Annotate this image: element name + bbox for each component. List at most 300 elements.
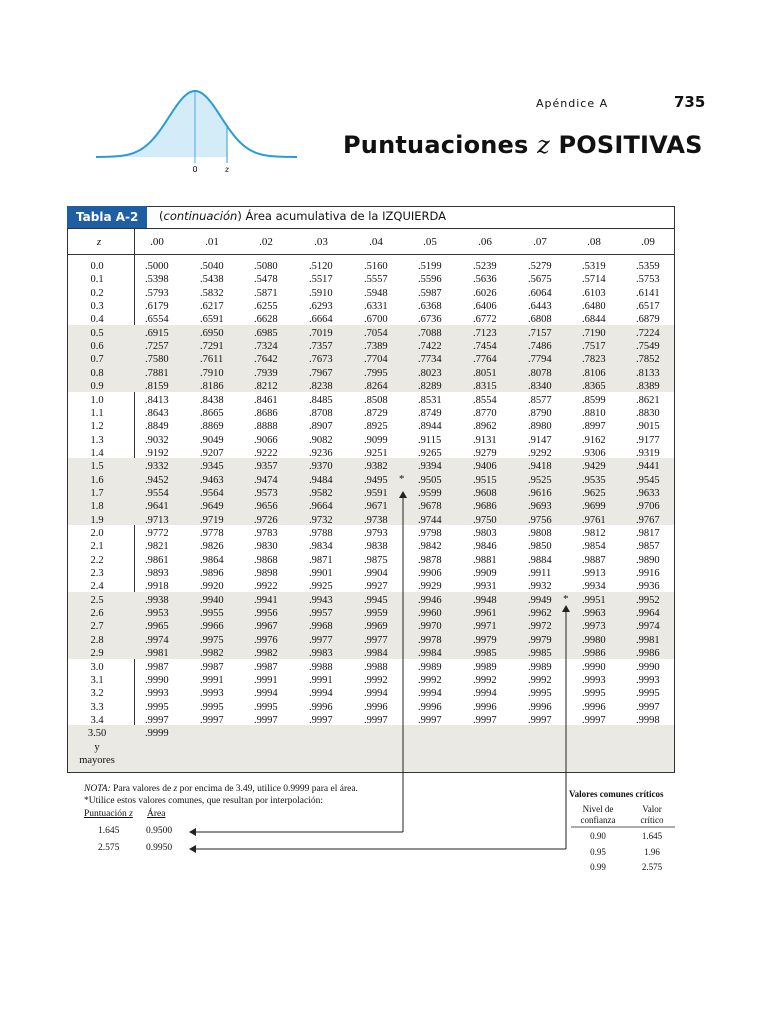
table-cell: .9251 [364, 447, 388, 459]
table-cell: .8849 [145, 421, 169, 433]
row-z-2.6: 2.6 [90, 608, 104, 620]
table-cell: .9967 [254, 621, 278, 633]
table-cell: .9973 [582, 621, 606, 633]
row-z-1.7: 1.7 [90, 487, 104, 499]
table-cell: .9554 [145, 487, 169, 499]
crit-1645: 1.645 [641, 831, 663, 841]
table-cell: .9901 [309, 568, 333, 580]
table-cell: .8106 [582, 367, 606, 379]
table-cell: .7123 [473, 327, 497, 339]
row-z-0.5: 0.5 [90, 327, 104, 339]
table-cell: .9978 [418, 634, 442, 646]
column-header-3: .03 [314, 236, 328, 248]
table-cell: .9726 [254, 514, 278, 526]
table-cell: .9918 [145, 581, 169, 593]
table-cell: .9505 [418, 474, 442, 486]
table-cell: .9778 [200, 528, 224, 539]
table-cell: .9962 [528, 608, 552, 620]
table-cell: .9996 [528, 701, 552, 713]
table-cell: .9974 [636, 621, 660, 633]
table-cell: .9974 [145, 634, 169, 646]
table-cell: .9887 [582, 554, 606, 566]
table-cell: .6628 [254, 314, 278, 326]
table-cell: .9911 [528, 568, 552, 580]
table-cell: .9147 [528, 434, 552, 446]
table-cell: .9906 [418, 568, 442, 580]
table-cell: .8686 [254, 407, 278, 419]
table-cell: .5948 [364, 287, 388, 299]
last-row-extra-1: mayores [79, 754, 115, 766]
table-cell: .5517 [309, 274, 333, 286]
table-cell: .9995 [582, 688, 606, 700]
column-header-9: .09 [641, 236, 655, 248]
table-cell: .8790 [528, 407, 552, 419]
row-z-0.8: 0.8 [90, 367, 104, 379]
area-header: Área [147, 809, 166, 819]
table-cell: .9993 [145, 688, 169, 700]
table-cell: .6179 [145, 301, 169, 313]
table-cell: .9015 [636, 421, 660, 433]
table-cell: .9996 [582, 701, 606, 713]
table-cell: .7019 [309, 327, 333, 339]
row-z-2.5: 2.5 [90, 594, 104, 606]
table-cell: .9975 [200, 634, 224, 646]
table-cell: .7324 [254, 341, 278, 353]
table-cell: .9564 [200, 487, 224, 499]
table-cell: .9441 [636, 461, 660, 473]
nota-z: z [173, 784, 178, 794]
table-cell: .9994 [254, 688, 278, 700]
caption-paren-open: ( [159, 209, 164, 223]
table-cell: .9463 [200, 474, 224, 486]
table-cell: .8365 [582, 381, 606, 393]
table-cell: .9756 [528, 514, 552, 526]
table-cell: .9418 [528, 461, 552, 473]
table-cell: .8212 [254, 381, 278, 393]
table-cell: .9991 [254, 674, 278, 686]
table-cell: .9955 [200, 608, 224, 620]
table-cell: .9989 [528, 661, 552, 673]
table-cell: .7054 [364, 327, 388, 339]
table-cell: .9625 [582, 487, 606, 499]
table-cell: .7389 [364, 341, 388, 353]
table-cell: .9871 [309, 554, 333, 566]
table-cell: .9821 [145, 541, 169, 553]
row-z-1.1: 1.1 [90, 407, 104, 419]
nota-label: NOTA: [84, 784, 111, 794]
table-cell: .9929 [418, 581, 442, 593]
table-cell: .9525 [528, 474, 552, 486]
table-cell: .5359 [636, 261, 660, 272]
table-cell: .9850 [528, 541, 552, 553]
table-cell: .6915 [145, 327, 169, 339]
curve-z-label: z [224, 165, 230, 174]
table-cell: .8749 [418, 407, 442, 419]
table-cell: .9979 [528, 634, 552, 646]
table-cell: .9913 [582, 568, 606, 580]
table-cell: .9977 [364, 634, 388, 646]
table-cell: .8023 [418, 367, 442, 379]
table-cell: .9970 [418, 621, 442, 633]
table-cell: .8186 [200, 381, 224, 393]
table-cell: .6331 [364, 301, 388, 313]
row-z-2.8: 2.8 [90, 634, 104, 646]
row-z-1.5: 1.5 [90, 461, 104, 473]
table-cell: .9949 [528, 594, 552, 606]
table-cell: .9987 [254, 661, 278, 673]
table-cell: .8133 [636, 367, 660, 379]
table-cell: .7224 [636, 327, 660, 339]
table-cell: .9996 [418, 701, 442, 713]
table-cell: .6985 [254, 327, 278, 339]
table-cell: .9986 [636, 648, 660, 660]
table-cell: .9985 [528, 648, 552, 660]
table-cell: .9032 [145, 434, 169, 446]
table-cell: .9995 [200, 701, 224, 713]
table-cell: .7939 [254, 367, 278, 379]
table-cell: .8869 [200, 421, 224, 433]
table-cell: .9370 [309, 461, 333, 473]
table-cell: .9319 [636, 447, 660, 459]
table-cell: .9890 [636, 554, 660, 566]
table-cell: .9750 [473, 514, 497, 526]
table-cell: .8413 [145, 394, 169, 406]
table-cell: .9940 [200, 594, 224, 606]
table-cell: .9994 [473, 688, 497, 700]
table-cell: .8888 [254, 421, 278, 433]
table-cell: .5319 [582, 261, 606, 272]
table-cell: .9656 [254, 501, 278, 513]
table-cell: .9997 [364, 714, 388, 726]
last-row-extra-0: y [94, 741, 100, 753]
column-header-2: .02 [259, 236, 273, 248]
table-cell: .5714 [582, 274, 606, 286]
table-cell: .9783 [254, 528, 278, 539]
table-cell: .9951 [582, 594, 606, 606]
table-cell: .6772 [473, 314, 497, 326]
table-cell: .9878 [418, 554, 442, 566]
table-cell: .9925 [309, 581, 333, 593]
table-cell: .9985 [473, 648, 497, 660]
column-header-7: .07 [533, 236, 547, 248]
row-z-0.2: 0.2 [90, 287, 104, 299]
table-cell: .9678 [418, 501, 442, 513]
table-cell: .9591 [364, 487, 388, 499]
table-cell: .9980 [582, 634, 606, 646]
table-cell: .7454 [473, 341, 497, 353]
table-cell: .5636 [473, 274, 497, 286]
table-cell: .9830 [254, 541, 278, 553]
table-cell: .9996 [309, 701, 333, 713]
table-cell: .9999 [145, 728, 169, 740]
table-cell: .6103 [582, 287, 606, 299]
row-z-3.0: 3.0 [90, 661, 104, 673]
table-cell: .8485 [309, 394, 333, 406]
table-cell: .9977 [309, 634, 333, 646]
table-cell: .9864 [200, 554, 224, 566]
table-cell: .9545 [636, 474, 660, 486]
table-cell: .7422 [418, 341, 442, 353]
table-cell: .9953 [145, 608, 169, 620]
title-prefix: Puntuaciones [343, 131, 538, 159]
table-cell: .9952 [636, 594, 660, 606]
table-cell: .9875 [364, 554, 388, 566]
confidence-header-1: Nivel de [582, 804, 614, 814]
column-header-6: .06 [478, 236, 492, 248]
table-cell: .5040 [200, 261, 224, 272]
table-cell: .8830 [636, 407, 660, 419]
table-cell: .9671 [364, 501, 388, 513]
table-cell: .9968 [309, 621, 333, 633]
table-cell: .6217 [200, 301, 224, 313]
row-z-3.1: 3.1 [90, 674, 104, 686]
table-cell: .7357 [309, 341, 333, 353]
table-cell: .9582 [309, 487, 333, 499]
table-cell: .9981 [145, 648, 169, 660]
table-cell: .9993 [636, 674, 660, 686]
table-cell: .9484 [309, 474, 333, 486]
table-cell: .9641 [145, 501, 169, 513]
column-header-0: .00 [150, 236, 164, 248]
pair-area-2: 0.9950 [146, 843, 173, 853]
table-cell: .7764 [473, 354, 497, 366]
table-cell: .9961 [473, 608, 497, 620]
table-cell: .5279 [528, 261, 552, 272]
table-cell: .9817 [636, 528, 660, 539]
critical-header-1: Valor [642, 804, 662, 814]
table-cell: .9898 [254, 568, 278, 580]
column-header-8: .08 [587, 236, 601, 248]
table-cell: .9131 [473, 434, 497, 446]
table-cell: .9838 [364, 541, 388, 553]
table-cell: .9984 [418, 648, 442, 660]
table-cell: .9916 [636, 568, 660, 580]
table-cell: .5910 [309, 287, 333, 299]
table-cell: .9997 [200, 714, 224, 726]
table-cell: .9904 [364, 568, 388, 580]
table-cell: .8531 [418, 394, 442, 406]
table-cell: .9995 [528, 688, 552, 700]
table-cell: .9988 [309, 661, 333, 673]
nota-text-2: por encima de 3.49, utilice 0.9999 para el área. [177, 784, 358, 794]
table-cell: .9995 [254, 701, 278, 713]
table-cell: .6591 [200, 314, 224, 326]
table-cell: .9608 [473, 487, 497, 499]
table-cell: .9957 [309, 608, 333, 620]
table-cell: .5199 [418, 261, 442, 272]
row-z-3.2: 3.2 [90, 688, 104, 700]
table-cell: .9049 [200, 434, 224, 446]
table-cell: .8577 [528, 394, 552, 406]
table-cell: .8554 [473, 394, 497, 406]
table-cell: .9573 [254, 487, 278, 499]
table-cell: .9983 [309, 648, 333, 660]
table-cell: .9997 [636, 701, 660, 713]
table-cell: .6064 [528, 287, 552, 299]
table-cell: .9772 [145, 528, 169, 539]
table-cell: .9222 [254, 447, 278, 459]
table-cell: .9976 [254, 634, 278, 646]
column-header-5: .05 [423, 236, 437, 248]
table-cell: .9719 [200, 514, 224, 526]
table-cell: .9808 [528, 528, 552, 539]
table-cell: .9881 [473, 554, 497, 566]
conf-090: 0.90 [590, 831, 606, 841]
table-cell: .9994 [418, 688, 442, 700]
table-cell: .7611 [200, 354, 224, 366]
table-cell: .9452 [145, 474, 169, 486]
table-cell: .9998 [636, 714, 660, 726]
table-cell: .9236 [309, 447, 333, 459]
table-cell: .9991 [200, 674, 224, 686]
table-cell: .9798 [418, 528, 442, 539]
table-cell: .9938 [145, 594, 169, 606]
table-cell: .9989 [473, 661, 497, 673]
confidence-header-2: confianza [580, 815, 616, 825]
table-cell: .9992 [473, 674, 497, 686]
table-cell: .5000 [145, 261, 169, 272]
table-cell: .7088 [418, 327, 442, 339]
table-cell: .9971 [473, 621, 497, 633]
table-cell: .8621 [636, 394, 660, 406]
table-cell: .9292 [528, 447, 552, 459]
row-z-3.4: 3.4 [90, 714, 104, 726]
table-cell: .8078 [528, 367, 552, 379]
caption-italic: continuación [163, 209, 238, 223]
table-cell: .9997 [418, 714, 442, 726]
crit-2575: 2.575 [641, 862, 663, 872]
table-cell: .9515 [473, 474, 497, 486]
table-cell: .9932 [528, 581, 552, 593]
row-z-1.4: 1.4 [90, 447, 104, 459]
row-z-2.9: 2.9 [90, 648, 104, 660]
table-cell: .8907 [309, 421, 333, 433]
table-cell: .8438 [200, 394, 224, 406]
table-cell: .9959 [364, 608, 388, 620]
table-cell: .9599 [418, 487, 442, 499]
row-z-1.2: 1.2 [90, 421, 104, 433]
row-z-1.9: 1.9 [90, 514, 104, 526]
table-cell: .5557 [364, 274, 388, 286]
table-cell: .9474 [254, 474, 278, 486]
table-cell: .9964 [636, 608, 660, 620]
table-cell: .5160 [364, 261, 388, 272]
table-cell: .8962 [473, 421, 497, 433]
table-cell: .6368 [418, 301, 442, 313]
table-cell: .6293 [309, 301, 333, 313]
table-cell: .9987 [145, 661, 169, 673]
table-cell: .6808 [528, 314, 552, 326]
table-cell: .9633 [636, 487, 660, 499]
table-cell: .9357 [254, 461, 278, 473]
table-cell: .9162 [582, 434, 606, 446]
table-cell: .6517 [636, 301, 660, 313]
conf-095: 0.95 [590, 847, 606, 857]
nota-text-1: Para valores de [110, 784, 174, 794]
table-cell: .6406 [473, 301, 497, 313]
table-cell: .7673 [309, 354, 333, 366]
table-cell: .9332 [145, 461, 169, 473]
row-z-0.1: 0.1 [90, 274, 104, 286]
table-cell: .9896 [200, 568, 224, 580]
table-cell: .9099 [364, 434, 388, 446]
table-cell: .6736 [418, 314, 442, 326]
table-cell: .9920 [200, 581, 224, 593]
row-z-0.6: 0.6 [90, 341, 104, 353]
table-cell: .9909 [473, 568, 497, 580]
table-cell: .9979 [473, 634, 497, 646]
table-cell: .9713 [145, 514, 169, 526]
table-cell: .9279 [473, 447, 497, 459]
row-z-0.9: 0.9 [90, 381, 104, 393]
table-cell: .8944 [418, 421, 442, 433]
table-cell: .5832 [200, 287, 224, 299]
table-cell: .7291 [200, 341, 224, 353]
table-cell: .9744 [418, 514, 442, 526]
table-cell: .9788 [309, 528, 333, 539]
row-z-2.2: 2.2 [90, 554, 104, 566]
table-cell: .9996 [364, 701, 388, 713]
table-cell: .9495 [364, 474, 388, 486]
table-cell: .9997 [582, 714, 606, 726]
table-cell: .9803 [473, 528, 497, 539]
table-tag: Tabla A-2 [67, 206, 147, 228]
table-cell: .7823 [582, 354, 606, 366]
table-cell: .9997 [254, 714, 278, 726]
pair-z-1: 1.645 [98, 826, 120, 836]
table-cell: .9963 [582, 608, 606, 620]
table-cell: .9826 [200, 541, 224, 553]
table-cell: .5120 [309, 261, 333, 272]
table-cell: .9982 [200, 648, 224, 660]
table-cell: .9842 [418, 541, 442, 553]
table-cell: .7549 [636, 341, 660, 353]
table-cell: .8729 [364, 407, 388, 419]
table-cell: .9990 [636, 661, 660, 673]
table-cell: .8997 [582, 421, 606, 433]
table-cell: .8389 [636, 381, 660, 393]
table-cell: .9857 [636, 541, 660, 553]
table-cell: .9934 [582, 581, 606, 593]
table-cell: .9693 [528, 501, 552, 513]
row-z-0.7: 0.7 [90, 354, 104, 366]
star-marker-2575: * [563, 592, 569, 605]
table-cell: .7486 [528, 341, 552, 353]
row-z-0.4: 0.4 [90, 314, 104, 326]
table-cell: .7794 [528, 354, 552, 366]
table-cell: .9192 [145, 447, 169, 459]
table-cell: .8264 [364, 381, 388, 393]
column-header-1: .01 [205, 236, 219, 248]
table-cell: .6950 [200, 327, 224, 339]
table-cell: .9969 [364, 621, 388, 633]
table-cell: .7157 [528, 327, 552, 339]
table-cell: .9927 [364, 581, 388, 593]
table-cell: .7704 [364, 354, 388, 366]
table-cell: .5753 [636, 274, 660, 286]
table-cell: .5987 [418, 287, 442, 299]
table-cell: .6664 [309, 314, 333, 326]
table-cell: .6026 [473, 287, 497, 299]
table-cell: .9946 [418, 594, 442, 606]
table-cell: .9997 [145, 714, 169, 726]
appendix-label: Apéndice A [536, 97, 609, 110]
table-cell: .9922 [254, 581, 278, 593]
table-cell: .9990 [145, 674, 169, 686]
table-cell: .7910 [200, 367, 224, 379]
table-cell: .5675 [528, 274, 552, 286]
table-cell: .9992 [528, 674, 552, 686]
